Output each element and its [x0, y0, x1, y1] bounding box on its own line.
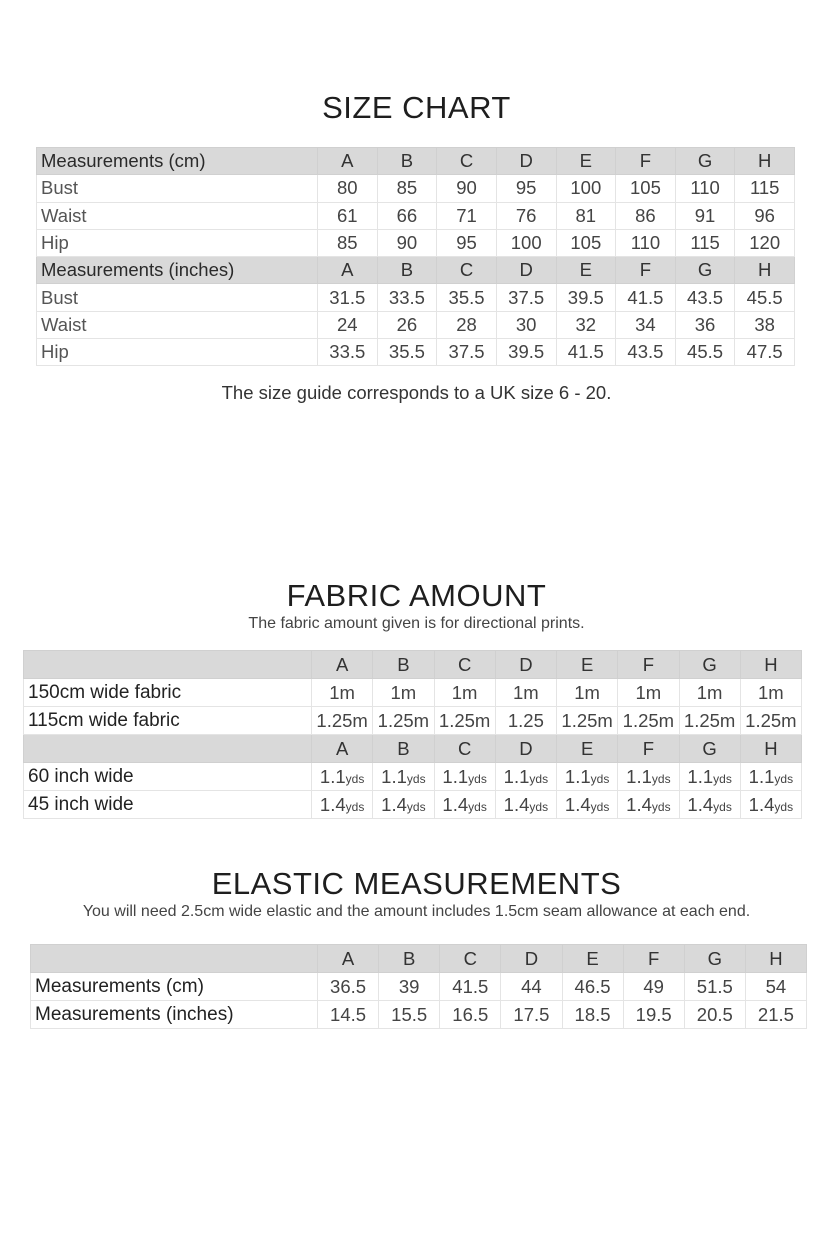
table-cell: 115 — [735, 175, 795, 202]
table-cell: 1.25m — [740, 707, 801, 735]
header-label: Measurements (cm) — [37, 148, 318, 175]
unit-label: yds — [651, 799, 671, 814]
table-cell: 1m — [740, 679, 801, 707]
unit-label: yds — [345, 771, 365, 786]
table-cell: 36.5 — [318, 973, 379, 1001]
table-cell: 110 — [675, 175, 735, 202]
table-cell: 33.5 — [318, 339, 378, 366]
table-cell: 1m — [434, 679, 495, 707]
table-row — [31, 1001, 807, 1029]
unit-label: yds — [468, 771, 487, 786]
table-cell: 33.5 — [377, 284, 437, 311]
table-cell: 28 — [437, 311, 497, 338]
table-cell: 1.1yds — [618, 763, 679, 791]
size-header: E — [557, 735, 618, 763]
table-header-row — [37, 148, 795, 175]
table-cell: 1m — [618, 679, 679, 707]
table-cell: 34 — [616, 311, 676, 338]
size-header: H — [740, 735, 801, 763]
unit-label: yds — [651, 771, 671, 786]
table-row — [31, 973, 807, 1001]
size-header: C — [437, 148, 497, 175]
table-cell: 49 — [623, 973, 684, 1001]
table-cell: 44 — [501, 973, 562, 1001]
table-cell: 1.1yds — [740, 763, 801, 791]
table-cell: 1.25m — [434, 707, 495, 735]
table-cell: 30 — [496, 311, 556, 338]
table-cell: 36 — [675, 311, 735, 338]
size-header: D — [495, 735, 556, 763]
size-header: B — [373, 735, 434, 763]
unit-label: yds — [529, 799, 549, 814]
table-cell: 20.5 — [684, 1001, 745, 1029]
table-cell: 115 — [675, 229, 735, 256]
table-cell: 1.25m — [312, 707, 373, 735]
table-cell: 35.5 — [437, 284, 497, 311]
table-cell: 1.4yds — [434, 791, 495, 819]
table-cell: 41.5 — [616, 284, 676, 311]
table-cell: 80 — [318, 175, 378, 202]
table-cell: 1m — [557, 679, 618, 707]
unit-label: yds — [590, 771, 610, 786]
table-cell: 61 — [318, 202, 378, 229]
table-cell: 81 — [556, 202, 616, 229]
size-header: A — [318, 148, 378, 175]
table-cell: 1.4yds — [557, 791, 618, 819]
fabric-amount-title: FABRIC AMOUNT — [286, 578, 547, 613]
row-label: 45 inch wide — [24, 791, 312, 819]
size-header: G — [684, 945, 745, 973]
table-cell: 85 — [318, 229, 378, 256]
table-cell: 43.5 — [616, 339, 676, 366]
size-header: F — [616, 257, 676, 284]
size-header: G — [675, 257, 735, 284]
size-header: B — [377, 148, 437, 175]
table-cell: 1.1yds — [679, 763, 740, 791]
table-cell: 1.25m — [679, 707, 740, 735]
unit-label: yds — [774, 771, 794, 786]
table-cell: 1.25 — [495, 707, 556, 735]
table-cell: 26 — [377, 311, 437, 338]
table-header-row — [24, 651, 802, 679]
size-header: B — [379, 945, 440, 973]
table-cell: 38 — [735, 311, 795, 338]
table-row — [37, 175, 795, 202]
table-cell: 18.5 — [562, 1001, 623, 1029]
table-cell: 41.5 — [440, 973, 501, 1001]
table-cell: 1m — [679, 679, 740, 707]
elastic-measurements-subtitle: You will need 2.5cm wide elastic and the amount includes 1.5cm seam allowance at each end. — [82, 903, 751, 920]
row-label: Bust — [37, 175, 318, 202]
table-row — [24, 763, 802, 791]
size-chart-table — [36, 147, 795, 366]
table-cell: 21.5 — [745, 1001, 806, 1029]
unit-label: yds — [529, 771, 549, 786]
table-cell: 71 — [437, 202, 497, 229]
table-cell: 14.5 — [318, 1001, 379, 1029]
table-row — [24, 707, 802, 735]
unit-label: yds — [406, 799, 426, 814]
table-cell: 15.5 — [379, 1001, 440, 1029]
table-cell: 1.4yds — [312, 791, 373, 819]
row-label: Waist — [37, 311, 318, 338]
table-cell: 39.5 — [556, 284, 616, 311]
size-header: C — [440, 945, 501, 973]
table-cell: 16.5 — [440, 1001, 501, 1029]
size-header: A — [312, 651, 373, 679]
table-row — [37, 311, 795, 338]
table-cell: 39 — [379, 973, 440, 1001]
table-row — [37, 229, 795, 256]
size-header: F — [616, 148, 676, 175]
unit-label: yds — [468, 799, 487, 814]
table-cell: 90 — [437, 175, 497, 202]
header-label — [24, 651, 312, 679]
table-cell: 51.5 — [684, 973, 745, 1001]
size-header: A — [312, 735, 373, 763]
table-cell: 100 — [556, 175, 616, 202]
table-cell: 120 — [735, 229, 795, 256]
table-cell: 35.5 — [377, 339, 437, 366]
size-header: C — [434, 651, 495, 679]
table-cell: 91 — [675, 202, 735, 229]
unit-label: yds — [590, 799, 610, 814]
size-chart-title: SIZE CHART — [322, 90, 511, 125]
table-cell: 76 — [496, 202, 556, 229]
table-cell: 24 — [318, 311, 378, 338]
table-cell: 90 — [377, 229, 437, 256]
table-row — [37, 339, 795, 366]
table-cell: 110 — [616, 229, 676, 256]
table-cell: 47.5 — [735, 339, 795, 366]
table-header-row — [37, 257, 795, 284]
table-cell: 105 — [556, 229, 616, 256]
unit-label: yds — [713, 771, 732, 786]
row-label: Bust — [37, 284, 318, 311]
table-cell: 1.25m — [557, 707, 618, 735]
table-cell: 1.1yds — [557, 763, 618, 791]
size-header: E — [562, 945, 623, 973]
size-header: E — [556, 148, 616, 175]
table-cell: 86 — [616, 202, 676, 229]
table-cell: 17.5 — [501, 1001, 562, 1029]
unit-label: yds — [774, 799, 794, 814]
row-label: 115cm wide fabric — [24, 707, 312, 735]
table-cell: 39.5 — [496, 339, 556, 366]
unit-label: yds — [713, 799, 732, 814]
size-header: E — [556, 257, 616, 284]
size-header: H — [735, 257, 795, 284]
table-cell: 1m — [312, 679, 373, 707]
table-cell: 1.1yds — [373, 763, 434, 791]
row-label: 60 inch wide — [24, 763, 312, 791]
table-cell: 32 — [556, 311, 616, 338]
size-header: C — [434, 735, 495, 763]
table-cell: 1.4yds — [495, 791, 556, 819]
row-label: Waist — [37, 202, 318, 229]
table-cell: 54 — [745, 973, 806, 1001]
size-header: A — [318, 945, 379, 973]
table-cell: 105 — [616, 175, 676, 202]
table-header-row — [31, 945, 807, 973]
size-header: B — [377, 257, 437, 284]
header-label — [31, 945, 318, 973]
table-row — [37, 202, 795, 229]
header-label: Measurements (inches) — [37, 257, 318, 284]
elastic-measurements-table — [30, 944, 807, 1029]
table-cell: 1.4yds — [618, 791, 679, 819]
table-cell: 85 — [377, 175, 437, 202]
size-header: D — [496, 257, 556, 284]
table-cell: 1.25m — [618, 707, 679, 735]
table-cell: 1.25m — [373, 707, 434, 735]
table-cell: 1.4yds — [679, 791, 740, 819]
unit-label: yds — [345, 799, 365, 814]
table-row — [24, 791, 802, 819]
size-guide-note: The size guide corresponds to a UK size 6 - 20. — [221, 382, 612, 403]
table-cell: 31.5 — [318, 284, 378, 311]
table-cell: 1.1yds — [312, 763, 373, 791]
table-cell: 1.1yds — [495, 763, 556, 791]
table-cell: 1.4yds — [740, 791, 801, 819]
size-header: E — [557, 651, 618, 679]
size-header: D — [495, 651, 556, 679]
table-cell: 100 — [496, 229, 556, 256]
unit-label: yds — [406, 771, 426, 786]
size-header: A — [318, 257, 378, 284]
fabric-amount-table — [23, 650, 802, 819]
size-header: G — [679, 651, 740, 679]
size-header: C — [437, 257, 497, 284]
table-cell: 46.5 — [562, 973, 623, 1001]
header-label — [24, 735, 312, 763]
size-header: H — [745, 945, 806, 973]
size-header: H — [735, 148, 795, 175]
table-cell: 43.5 — [675, 284, 735, 311]
size-header: F — [618, 651, 679, 679]
row-label: Hip — [37, 229, 318, 256]
size-header: D — [501, 945, 562, 973]
table-header-row — [24, 735, 802, 763]
table-row — [37, 284, 795, 311]
size-header: H — [740, 651, 801, 679]
table-cell: 37.5 — [496, 284, 556, 311]
table-cell: 19.5 — [623, 1001, 684, 1029]
table-cell: 1m — [495, 679, 556, 707]
size-header: G — [675, 148, 735, 175]
size-header: G — [679, 735, 740, 763]
table-cell: 95 — [437, 229, 497, 256]
row-label: 150cm wide fabric — [24, 679, 312, 707]
row-label: Measurements (cm) — [31, 973, 318, 1001]
table-cell: 1m — [373, 679, 434, 707]
table-cell: 45.5 — [735, 284, 795, 311]
elastic-measurements-title: ELASTIC MEASUREMENTS — [211, 866, 622, 901]
table-row — [24, 679, 802, 707]
table-cell: 1.4yds — [373, 791, 434, 819]
table-cell: 45.5 — [675, 339, 735, 366]
size-header: B — [373, 651, 434, 679]
row-label: Hip — [37, 339, 318, 366]
table-cell: 37.5 — [437, 339, 497, 366]
size-header: F — [618, 735, 679, 763]
row-label: Measurements (inches) — [31, 1001, 318, 1029]
table-cell: 66 — [377, 202, 437, 229]
table-cell: 1.1yds — [434, 763, 495, 791]
fabric-amount-subtitle: The fabric amount given is for directional prints. — [248, 615, 585, 632]
table-cell: 96 — [735, 202, 795, 229]
table-cell: 95 — [496, 175, 556, 202]
size-header: D — [496, 148, 556, 175]
table-cell: 41.5 — [556, 339, 616, 366]
size-header: F — [623, 945, 684, 973]
